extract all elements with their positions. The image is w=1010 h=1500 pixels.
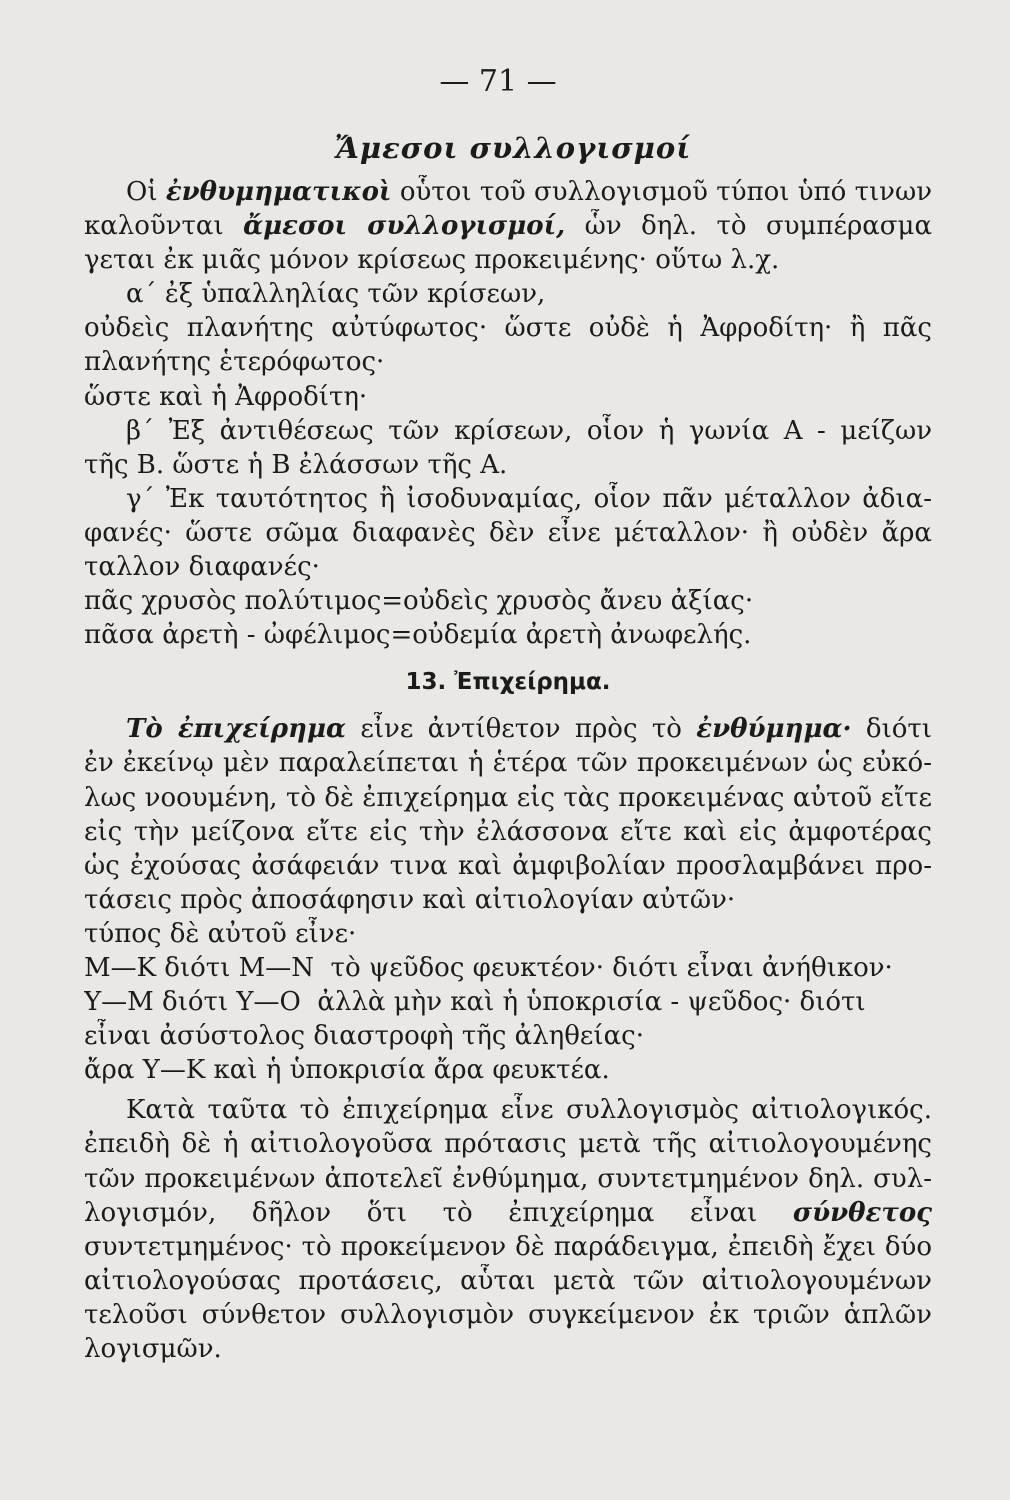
text-run: ὧν δηλ. τὸ συμπέρασμα	[584, 211, 932, 242]
text-line: τύπος δὲ αὐτοῦ εἶνε·	[84, 918, 357, 949]
text-line: α΄ ἐξ ὑπαλληλίας τῶν κρίσεων,	[126, 279, 546, 310]
text-line: Υ—Μ διότι Υ—Ο ἀλλὰ μὴν καὶ ἡ ὑποκρισία - ψεῦδος· διότι	[84, 987, 866, 1018]
text-line: τῶν προκειμένων ἀποτελεῖ ἐνθύμημα, συντετμημένον δηλ. συλ-	[84, 1163, 932, 1194]
text-line: αἰτιολογούσας προτάσεις, αὗται μετὰ τῶν αἰτιολογουμένων	[84, 1265, 932, 1296]
text-line: Κατὰ ταῦτα τὸ ἐπιχείρημα εἶνε συλλογισμὸς αἰτιολογικός.	[126, 1095, 932, 1126]
text-line: γ΄ Ἐκ ταυτότητος ἢ ἰσοδυναμίας, οἷον πᾶν μέταλλον ἀδια-	[126, 483, 932, 514]
emphasis-term: σύνθετος	[792, 1197, 932, 1228]
text-line	[84, 209, 932, 243]
emphasis-term: ἐνθύμημα·	[696, 714, 852, 745]
text-line: λογισμῶν.	[84, 1334, 222, 1364]
text-line: πᾶς χρυσὸς πολύτιμος=οὐδεὶς χρυσὸς ἄνευ ἀξίας·	[84, 586, 754, 617]
text-run: καλοῦνται	[84, 211, 244, 242]
text-line: ὡς ἐχούσας ἀσάφειάν τινα καὶ ἀμφιβολίαν προσλαμβάνει προ-	[84, 850, 932, 881]
text-run: Οἱ	[126, 177, 166, 207]
body-text	[84, 175, 932, 1366]
section-title: Ἄμεσοι συλλογισμοί	[334, 131, 692, 165]
text-line: φανές· ὥστε σῶμα διαφανὲς δὲν εἶνε μέταλλον· ἢ οὐδὲν ἄρα	[84, 517, 932, 548]
emphasis-term: ἄμεσοι συλλογισμοί,	[243, 211, 566, 242]
page-number: — 71 —	[439, 64, 557, 99]
emphasis-term: ἐνθυμηματικοὶ	[165, 177, 392, 207]
text-line: γεται ἐκ μιᾶς μόνον κρίσεως προκειμένης· οὕτω λ.χ.	[84, 245, 780, 276]
text-line: ἄρα Υ—Κ καὶ ἡ ὑποκρισία ἄρα φευκτέα.	[84, 1055, 610, 1086]
text-run: οὗτοι τοῦ συλλογισμοῦ τύποι ὑπό τινων	[391, 177, 932, 207]
text-line	[84, 175, 932, 209]
text-line: πᾶσα ἀρετὴ - ὠφέλιμος=οὐδεμία ἀρετὴ ἀνωφελής.	[84, 620, 752, 651]
text-line: εἰς τὴν μείζονα εἴτε εἰς τὴν ἐλάσσονα εἴτε καὶ εἰς ἀμφοτέρας	[84, 816, 932, 847]
text-line: ἐπειδὴ δὲ ἡ αἰτιολογοῦσα πρότασις μετὰ τῆς αἰτιολογουμένης	[84, 1129, 932, 1160]
text-line	[84, 1196, 932, 1230]
text-line: συντετμημένος· τὸ προκείμενον δὲ παράδειγμα, ἐπειδὴ ἔχει δύο	[84, 1231, 932, 1262]
text-run: λογισμόν, δῆλον ὅτι τὸ ἐπιχείρημα εἶναι	[84, 1197, 793, 1228]
text-line: εἶναι ἀσύστολος διαστροφὴ τῆς ἀληθείας·	[84, 1021, 644, 1052]
text-line: ὥστε καὶ ἡ Ἀφροδίτη·	[84, 381, 368, 412]
section-heading: 13. Ἐπιχείρημα.	[405, 669, 611, 696]
text-line: Μ—Κ διότι Μ—Ν τὸ ψεῦδος φευκτέον· διότι εἶναι ἀνήθικον·	[84, 952, 893, 983]
text-run: διότι	[851, 714, 932, 745]
emphasis-term: Τὸ ἐπιχείρημα	[126, 714, 346, 745]
text-line	[84, 712, 932, 746]
text-line: ταλλον διαφανές·	[84, 552, 320, 583]
text-run: εἶνε ἀντίθετον πρὸς τὸ	[345, 714, 697, 745]
text-line: πλανήτης ἑτερόφωτος·	[84, 347, 385, 378]
text-line: β΄ Ἐξ ἀντιθέσεως τῶν κρίσεων, οἷον ἡ γωνία Α - μείζων	[126, 415, 932, 446]
text-line: οὐδεὶς πλανήτης αὐτύφωτος· ὥστε οὐδὲ ἡ Ἀφροδίτη· ἢ πᾶς	[84, 313, 932, 344]
text-line: ἐν ἐκείνῳ μὲν παραλείπεται ἡ ἑτέρα τῶν προκειμένων ὡς εὐκό-	[84, 748, 932, 779]
text-line: τελοῦσι σύνθετον συλλογισμὸν συγκείμενον ἐκ τριῶν ἁπλῶν	[84, 1299, 932, 1330]
text-line: λως νοουμένη, τὸ δὲ ἐπιχείρημα εἰς τὰς προκειμένας αὐτοῦ εἴτε	[84, 782, 932, 813]
text-line: τάσεις πρὸς ἀποσάφησιν καὶ αἰτιολογίαν αὐτῶν·	[84, 884, 736, 915]
text-line: τῆς Β. ὥστε ἡ Β ἐλάσσων τῆς Α.	[84, 449, 508, 480]
